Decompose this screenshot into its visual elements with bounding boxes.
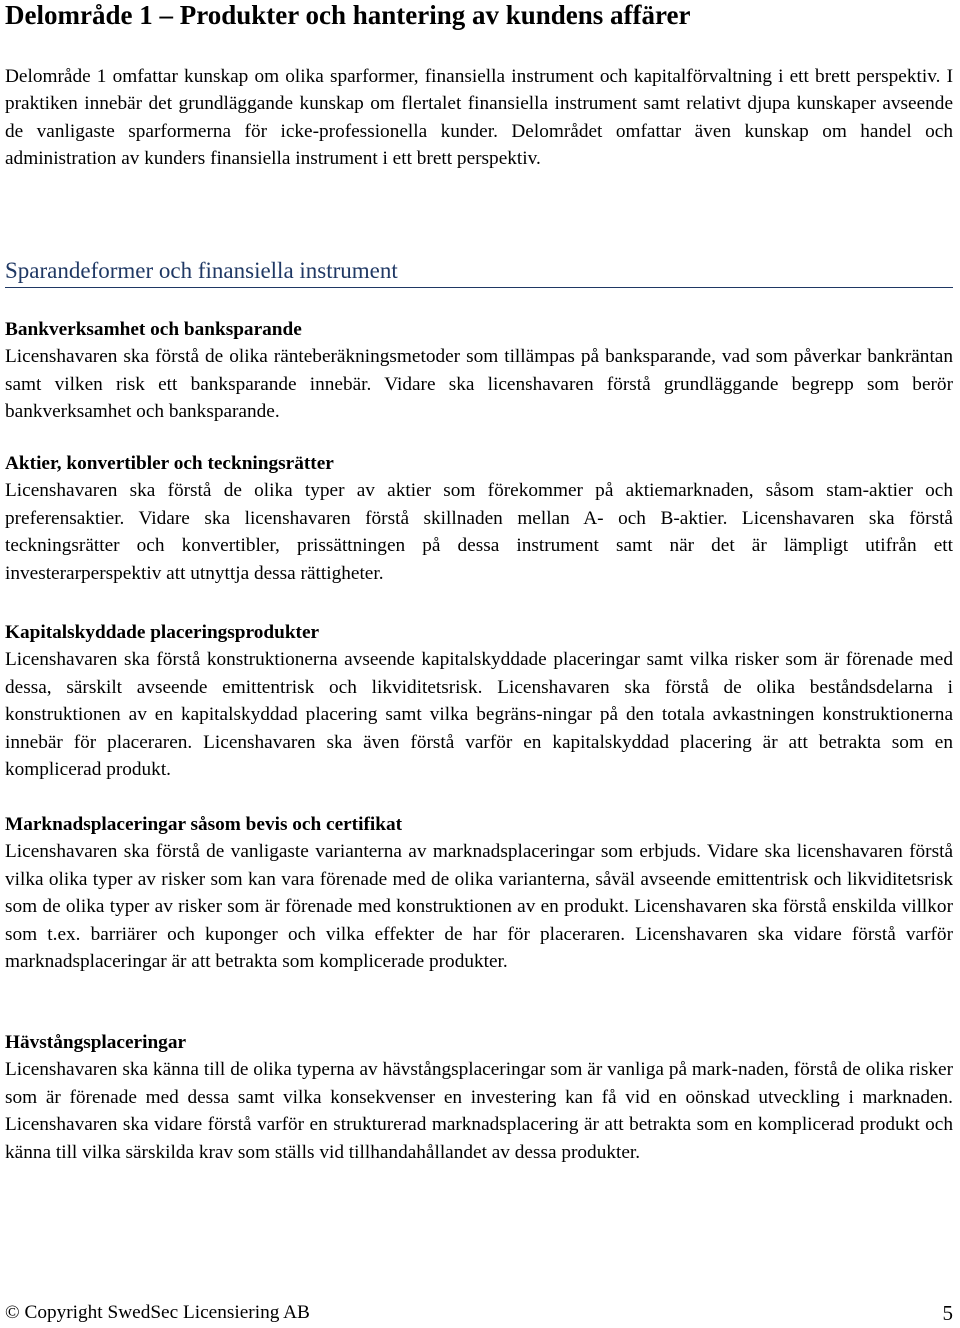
subsection-havstangsplaceringar	[5, 1029, 953, 1166]
subsection-text: Licenshavaren ska förstå de vanligaste varianterna av marknadsplaceringar som erbjuds. Vidare ska licenshavaren förstå vilka olika typer av risker som kan vara förenade med de olika varianterna, såväl avseende emittentrisk och likviditetsrisk som de olika typer av risker som är förenade med konstruktionen av en produkt. Licenshavaren ska förstå enskilda villkor som t.ex. barriärer och kuponger och vilka effekter de har för placeraren. Licenshavaren ska vidare förstå varför marknadsplaceringar är att betrakta som komplicerade produkter.	[5, 841, 953, 973]
subsection-text: Licenshavaren ska förstå de olika ränteberäkningsmetoder som tillämpas på banksparande, vad som påverkar bankräntan samt vilken risk ett banksparande innebär. Vidare ska licenshavaren förstå grundläggande begrepp som berör bankverksamhet och banksparande.	[5, 346, 953, 423]
subsection-aktier	[5, 450, 953, 587]
subsection-text: Licenshavaren ska förstå de olika typer av aktier som förekommer på aktiemarknaden, såsom stam-aktier och preferensaktier. Vidare ska licenshavaren förstå skillnaden mellan A- och B-aktier. Licenshavaren ska förstå teckningsrätter och konvertibler, prissättningen på dessa instrument samt när det är lämpligt utifrån ett investerarperspektiv att utnyttja dessa rättigheter.	[5, 480, 953, 584]
subsection-text: Licenshavaren ska förstå konstruktionerna avseende kapitalskyddade placeringar samt vilka risker som är förenade med dessa, särskilt avseende emittentrisk och likviditetsrisk. Licenshavaren ska förstå de olika beståndsdelarna i konstruktionen av en kapitalskyddad placering samt vilka begräns-ningar på den totala avkastningen konstruktionerna innebär för placeraren. Licenshavaren ska även förstå varför en kapitalskyddad placering är att betrakta som en komplicerad produkt.	[5, 649, 953, 781]
subsection-heading: Bankverksamhet och banksparande	[5, 319, 302, 340]
copyright-text: © Copyright SwedSec Licensiering AB	[5, 1302, 310, 1323]
subsection-heading: Marknadsplaceringar såsom bevis och certifikat	[5, 814, 403, 835]
subsection-heading: Aktier, konvertibler och teckningsrätter	[5, 453, 334, 474]
page-number: 5	[942, 1301, 953, 1325]
subsection-heading: Kapitalskyddade placeringsprodukter	[5, 622, 320, 643]
subsection-text: Licenshavaren ska känna till de olika typerna av hävstångsplaceringar som är vanliga på mark-naden, förstå de olika risker som är förenade med dessa samt vilka konsekvenser en investering kan få vid en oönskad utveckling i marknaden. Licenshavaren ska vidare förstå varför en strukturerad marknadsplacering är att betrakta som en komplicerad produkt och känna till vilka särskilda krav som ställs vid tillhandahållandet av dessa produkter.	[5, 1059, 953, 1163]
intro-paragraph: Delområde 1 omfattar kunskap om olika sparformer, finansiella instrument och kapitalförvaltning i ett brett perspektiv. I praktiken innebär det grundläggande kunskap om flertalet finansiella instrument samt relativt djupa kunskaper avseende de vanligaste sparformerna för icke-professionella kunder. Delområdet omfattar även kunskap om handel och administration av kunders finansiella instrument i ett brett perspektiv.	[5, 66, 953, 170]
subsection-kapitalskyddade	[5, 619, 953, 783]
subsection-heading: Hävstångsplaceringar	[5, 1032, 187, 1053]
page-title: Delområde 1 – Produkter och hantering av kundens affärer	[5, 0, 691, 30]
subsection-marknadsplaceringar	[5, 811, 953, 975]
section-title: Sparandeformer och finansiella instrument	[5, 255, 953, 288]
subsection-bankverksamhet	[5, 316, 953, 426]
